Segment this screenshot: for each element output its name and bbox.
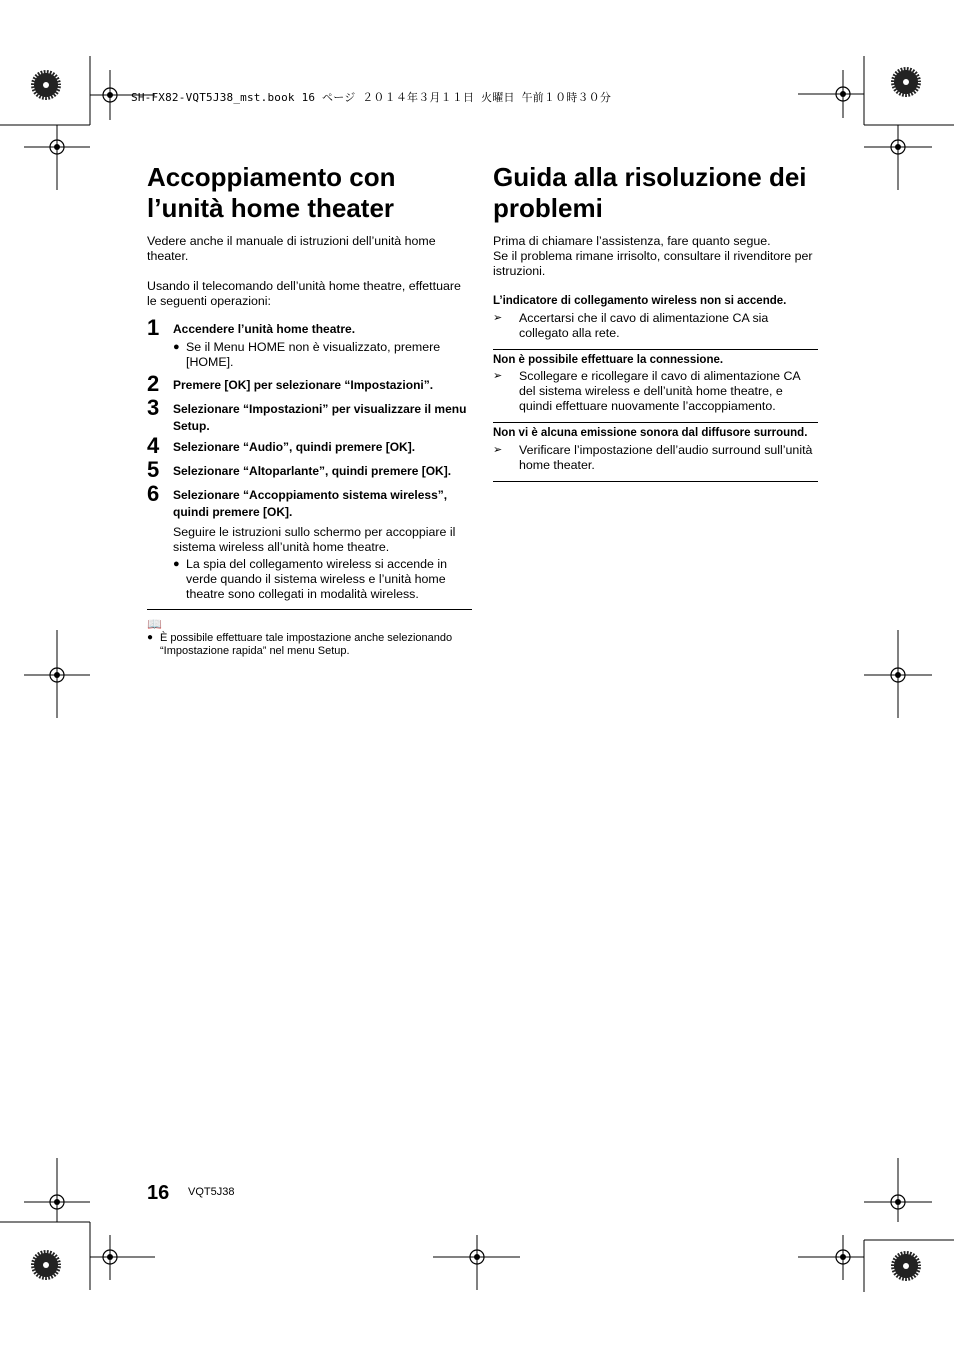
step-text: Accendere l’unità home theatre. xyxy=(173,322,356,336)
step-1 xyxy=(147,315,472,370)
trouble-item-solution xyxy=(493,369,818,414)
step-text: Selezionare “Audio”, quindi premere [OK]. xyxy=(173,440,416,454)
solution-text: Scollegare e ricollegare il cavo di alimentazione CA del sistema wireless e dell’unità home theatre, e quindi effettuare nuovamente l’accoppiamento. xyxy=(519,369,801,413)
divider xyxy=(493,422,818,423)
print-header: SH-FX82-VQT5J38_mst.book 16 ページ ２０１４年３月１１日 火曜日 午前１０時３０分 xyxy=(131,91,612,104)
step-number: 4 xyxy=(147,433,160,458)
troubleshooting-title-line2: problemi xyxy=(493,193,603,223)
troubleshooting-intro-1: Prima di chiamare l’assistenza, fare quanto segue. xyxy=(493,234,771,248)
divider xyxy=(147,609,472,610)
step-1-bullet xyxy=(173,340,472,370)
arrow-icon: ➢ xyxy=(493,311,503,324)
divider xyxy=(493,349,818,350)
pairing-intro-2: Usando il telecomando dell’unità home theatre, effettuare le seguenti operazioni: xyxy=(147,279,461,308)
note-block xyxy=(147,616,472,657)
bullet-icon: ● xyxy=(147,632,154,643)
step-text: Premere [OK] per selezionare “Impostazioni”. xyxy=(173,378,434,392)
arrow-icon: ➢ xyxy=(493,370,503,382)
solution-text: Accertarsi che il cavo di alimentazione CA sia collegato alla rete. xyxy=(519,310,769,340)
step-2 xyxy=(147,371,472,396)
trouble-item xyxy=(493,295,818,349)
trouble-item xyxy=(493,427,818,481)
troubleshooting-intro-2: Se il problema rimane irrisolto, consultare il rivenditore per istruzioni. xyxy=(493,249,813,278)
pairing-title-line2: l’unità home theater xyxy=(147,193,395,223)
bullet-text: La spia del collegamento wireless si accende in verde quando il sistema wireless e l’unità home theatre sono collegati in modalità wireless. xyxy=(186,557,448,601)
step-4 xyxy=(147,433,472,458)
trouble-item xyxy=(493,354,818,423)
step-number: 5 xyxy=(147,457,160,482)
step-6-instructions: Seguire le istruzioni sullo schermo per accoppiare il sistema wireless all’unità home theatre. xyxy=(173,525,456,554)
book-icon: 📖 xyxy=(147,617,162,631)
trouble-item-title: Non vi è alcuna emissione sonora dal diffusore surround. xyxy=(493,427,808,439)
step-6-bullet xyxy=(173,557,472,602)
step-text: Selezionare “Altoparlante”, quindi premere [OK]. xyxy=(173,464,452,478)
troubleshooting-title-line1: Guida alla risoluzione dei xyxy=(493,162,807,192)
step-number: 2 xyxy=(147,371,160,396)
page-number: 16 xyxy=(147,1182,170,1204)
bullet-icon: ● xyxy=(173,341,180,353)
trouble-item-title: L’indicatore di collegamento wireless non si accende. xyxy=(493,295,787,307)
trouble-item-title: Non è possibile effettuare la connessione. xyxy=(493,353,724,366)
step-number: 3 xyxy=(147,395,160,420)
arrow-icon: ➢ xyxy=(493,443,503,456)
note-bullet-text: È possibile effettuare tale impostazione anche selezionando “Impostazione rapida” nel menu Setup. xyxy=(160,632,453,657)
divider xyxy=(493,481,818,482)
bullet-text: Se il Menu HOME non è visualizzato, premere [HOME]. xyxy=(186,340,441,369)
solution-text: Verificare l’impostazione dell’audio surround sull’unità home theater. xyxy=(519,442,813,472)
troubleshooting-section xyxy=(493,162,818,482)
bullet-icon: ● xyxy=(173,558,180,570)
step-number: 6 xyxy=(147,481,160,506)
trouble-item-solution xyxy=(493,443,818,473)
step-number: 1 xyxy=(147,315,160,340)
note-text xyxy=(147,632,472,657)
step-3 xyxy=(147,395,472,435)
troubleshooting-title xyxy=(493,162,818,224)
step-5 xyxy=(147,457,472,482)
step-text: Selezionare “Accoppiamento sistema wireless”, quindi premere [OK]. xyxy=(173,488,448,519)
pairing-title xyxy=(147,162,472,224)
step-text: Selezionare “Impostazioni” per visualizzare il menu Setup. xyxy=(173,402,467,433)
pairing-intro-1: Vedere anche il manuale di istruzioni dell’unità home theater. xyxy=(147,234,436,263)
document-code: VQT5J38 xyxy=(188,1186,235,1198)
step-6 xyxy=(147,481,472,602)
pairing-section xyxy=(147,162,472,657)
trouble-item-solution xyxy=(493,311,818,341)
pairing-title-line1: Accoppiamento con xyxy=(147,162,396,192)
